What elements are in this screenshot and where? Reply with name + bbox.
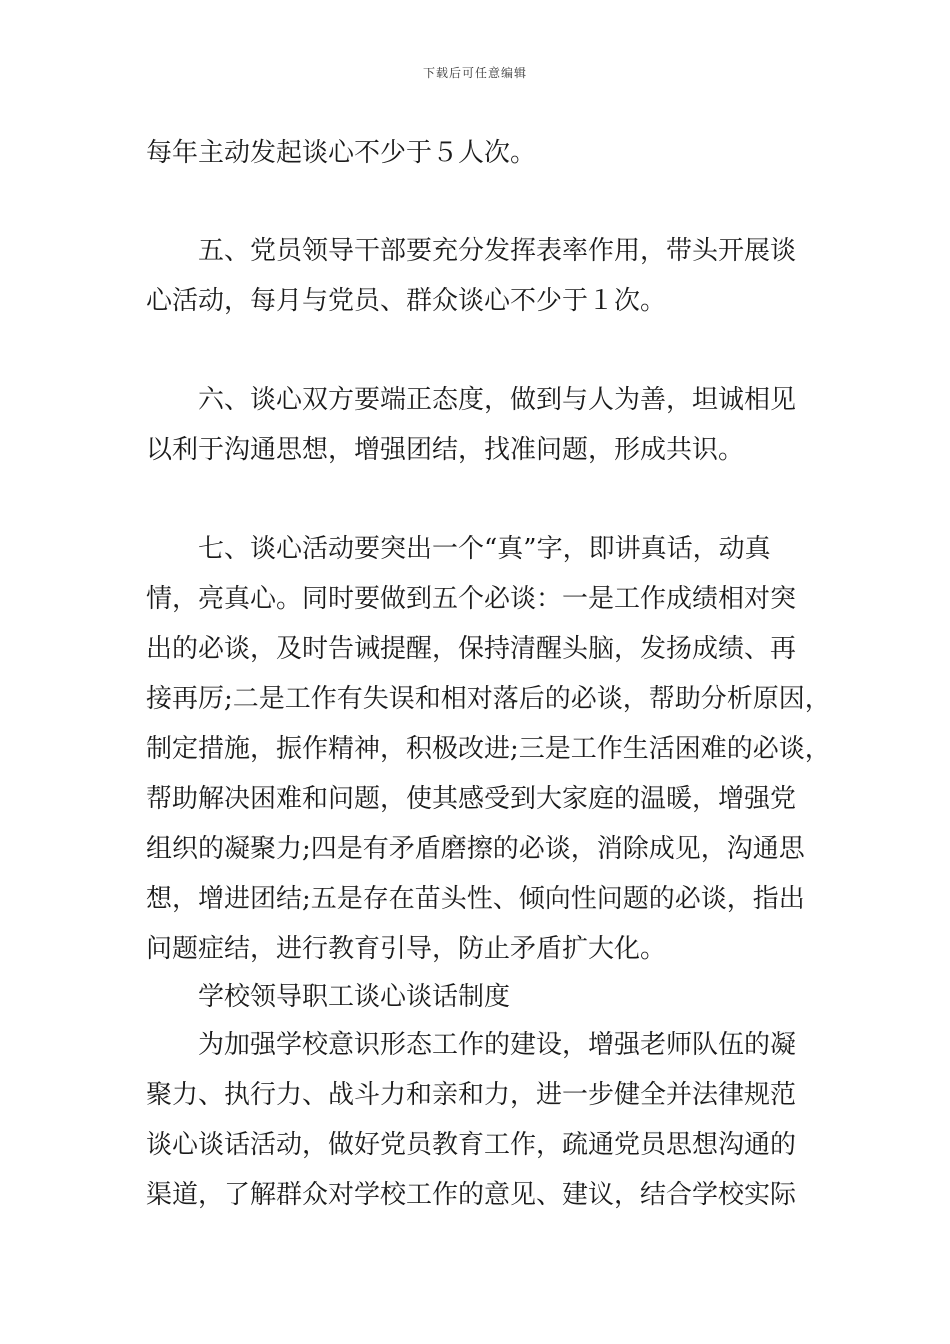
- text-line: 制定措施，振作精神，积极改进;三是工作生活困难的必谈，: [146, 734, 831, 764]
- text-line: 为加强学校意识形态工作的建设，增强老师队伍的凝: [198, 1030, 797, 1060]
- text-line: 以利于沟通思想，增强团结，找准问题，形成共识。: [146, 435, 745, 465]
- page-header: 下载后可任意编辑: [422, 66, 527, 80]
- paragraph-2: [146, 226, 836, 326]
- text-line: 想，增进团结;五是存在苗头性、倾向性问题的必谈，指出: [146, 884, 805, 914]
- paragraph-1: [146, 128, 836, 178]
- text-line: 渠道，了解群众对学校工作的意见、建议，结合学校实际: [146, 1180, 797, 1210]
- document-title: 学校领导职工谈心谈话制度: [198, 982, 511, 1012]
- text-line: 帮助解决困难和问题，使其感受到大家庭的温暖，增强党: [146, 784, 797, 814]
- text-line: 六、谈心双方要端正态度，做到与人为善，坦诚相见: [198, 385, 797, 415]
- text-line: 出的必谈，及时告诫提醒，保持清醒头脑，发扬成绩、再: [146, 634, 797, 664]
- text-line: 情，亮真心。同时要做到五个必谈：一是工作成绩相对突: [146, 584, 797, 614]
- paragraph-5: [146, 1020, 836, 1220]
- text-line: 每年主动发起谈心不少于５人次。: [146, 138, 537, 168]
- text-line: 问题症结，进行教育引导，防止矛盾扩大化。: [146, 934, 667, 964]
- text-line: 七、谈心活动要突出一个“真”字，即讲真话，动真: [198, 534, 771, 564]
- section-title: [146, 972, 836, 1022]
- text-line: 心活动，每月与党员、群众谈心不少于１次。: [146, 286, 667, 316]
- text-line: 组织的凝聚力;四是有矛盾磨擦的必谈，消除成见，沟通思: [146, 834, 805, 864]
- text-line: 五、党员领导干部要充分发挥表率作用，带头开展谈: [198, 236, 797, 266]
- text-line: 接再厉;二是工作有失误和相对落后的必谈，帮助分析原因，: [146, 684, 831, 714]
- paragraph-3: [146, 375, 836, 475]
- paragraph-4: [146, 524, 836, 974]
- text-line: 聚力、执行力、战斗力和亲和力，进一步健全并法律规范: [146, 1080, 797, 1110]
- text-line: 谈心谈话活动，做好党员教育工作，疏通党员思想沟通的: [146, 1130, 797, 1160]
